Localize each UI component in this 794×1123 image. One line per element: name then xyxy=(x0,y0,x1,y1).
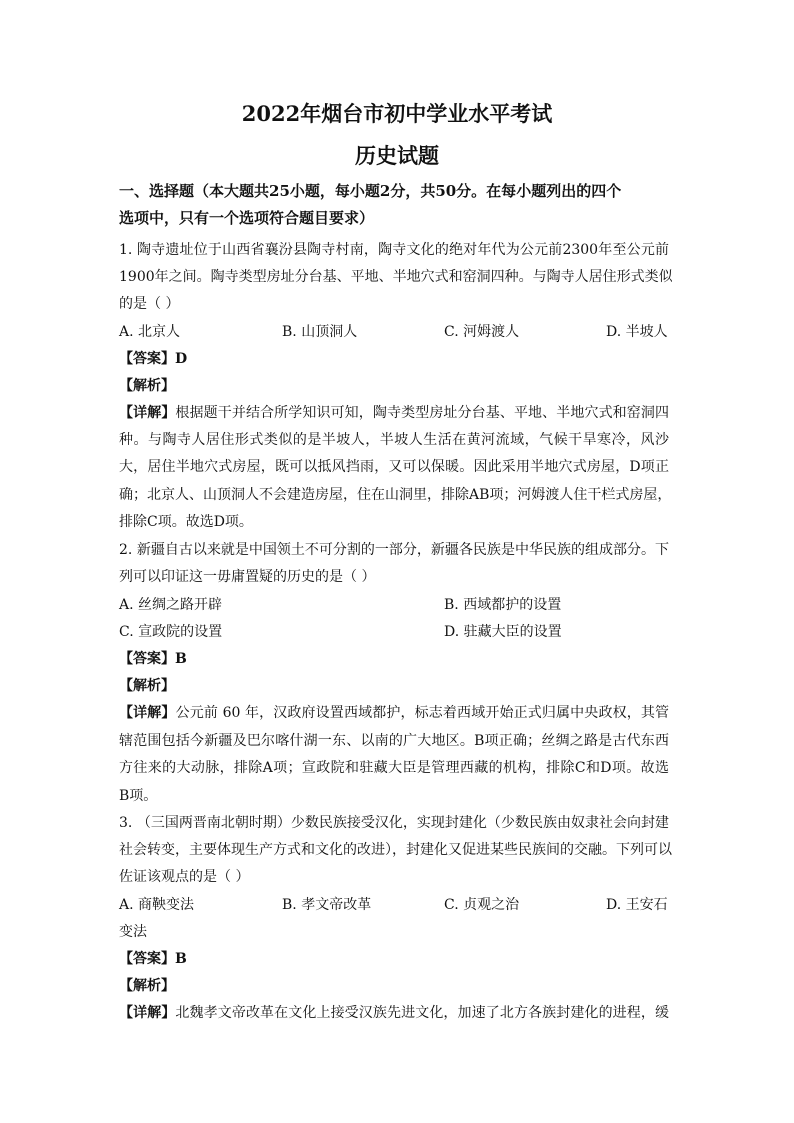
q2-answer: 【答案】B xyxy=(119,651,187,667)
q2-detail-line-1: 【详解】公元前 60 年，汉政府设置西域都护，标志着西域开始正式归属中央政权，其管 xyxy=(119,705,670,721)
q1-detail-line-2: 种。与陶寺人居住形式类似的是半坡人，半坡人生活在黄河流域，气候干旱寒冷，风沙 xyxy=(119,432,669,448)
q1-stem-line-3: 的是（ ） xyxy=(119,296,180,312)
q1-option-a: A. 北京人 xyxy=(119,324,181,340)
q1-detail-line-5: 排除C项。故选D项。 xyxy=(119,514,253,530)
q1-stem-line-2: 1900年之间。陶寺类型房址分台基、平地、半地穴式和窑洞四种。与陶寺人居住形式类似 xyxy=(119,269,673,285)
q3-option-d-continued: 变法 xyxy=(119,924,147,940)
q1-answer: 【答案】D xyxy=(119,351,188,367)
q2-option-a: A. 丝绸之路开辟 xyxy=(119,597,223,613)
q1-detail-line-3: 大，居住半地穴式房屋，既可以抵风挡雨，又可以保暖。因此采用半地穴式房屋，D项正 xyxy=(119,459,669,475)
q2-stem-line-1: 2. 新疆自古以来就是中国领土不可分割的一部分，新疆各民族是中华民族的组成部分。下 xyxy=(119,542,669,558)
q1-analysis-label: 【解析】 xyxy=(119,378,175,394)
q2-option-b: B. 西域都护的设置 xyxy=(444,597,562,613)
q3-stem-line-1: 3. （三国两晋南北朝时期）少数民族接受汉化，实现封建化（少数民族由奴隶社会向封建 xyxy=(119,815,669,831)
q3-stem-line-2: 社会转变，主要体现生产方式和文化的改进），封建化又促进某些民族间的交融。下列可以 xyxy=(119,842,672,858)
q1-stem-line-1: 1. 陶寺遗址位于山西省襄汾县陶寺村南，陶寺文化的绝对年代为公元前2300年至公元前 xyxy=(119,242,669,258)
exam-subtitle: 历史试题 xyxy=(355,143,439,168)
q1-option-d: D. 半坡人 xyxy=(606,324,668,340)
q3-option-b: B. 孝文帝改革 xyxy=(282,897,372,913)
q3-option-c: C. 贞观之治 xyxy=(444,897,520,913)
q2-option-d: D. 驻藏大臣的设置 xyxy=(444,624,562,640)
q3-option-d: D. 王安石 xyxy=(606,897,668,913)
q1-option-c: C. 河姆渡人 xyxy=(444,324,520,340)
q2-detail-line-4: B项。 xyxy=(119,788,158,804)
q3-option-a: A. 商鞅变法 xyxy=(119,897,195,913)
q3-analysis-label: 【解析】 xyxy=(119,978,175,994)
q1-detail-line-4: 确；北京人、山顶洞人不会建造房屋，住在山洞里，排除AB项；河姆渡人住干栏式房屋， xyxy=(119,487,672,503)
q3-stem-line-3: 佐证该观点的是（ ） xyxy=(119,869,250,885)
q2-option-c: C. 宣政院的设置 xyxy=(119,624,223,640)
q1-detail-line-1: 【详解】根据题干并结合所学知识可知，陶寺类型房址分台基、平地、半地穴式和窑洞四 xyxy=(119,405,669,421)
section-heading-line-2: 选项中，只有一个选项符合题目要求） xyxy=(119,209,375,227)
q3-detail-line-1: 【详解】北魏孝文帝改革在文化上接受汉族先进文化，加速了北方各族封建化的进程，缓 xyxy=(119,1005,669,1021)
q2-analysis-label: 【解析】 xyxy=(119,678,175,694)
section-heading-line-1: 一、选择题（本大题共25小题，每小题2分，共50分。在每小题列出的四个 xyxy=(119,182,622,200)
q1-option-b: B. 山顶洞人 xyxy=(282,324,358,340)
q2-detail-line-2: 辖范围包括今新疆及巴尔喀什湖一东、以南的广大地区。B项正确；丝绸之路是古代东西 xyxy=(119,733,669,749)
exam-title: 2022年烟台市初中学业水平考试 xyxy=(241,101,553,126)
q2-detail-line-3: 方往来的大动脉，排除A项；宣政院和驻藏大臣是管理西藏的机构，排除C和D项。故选 xyxy=(119,760,669,776)
q3-answer: 【答案】B xyxy=(119,951,187,967)
q2-stem-line-2: 列可以印证这一毋庸置疑的历史的是（ ） xyxy=(119,569,376,585)
